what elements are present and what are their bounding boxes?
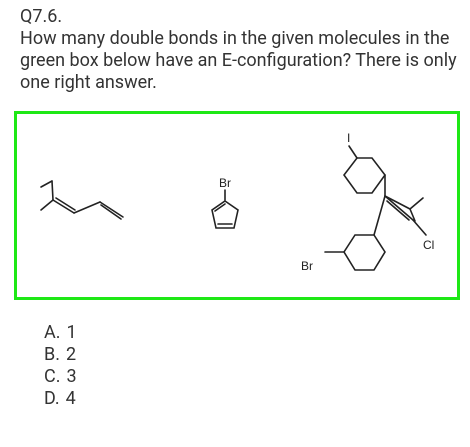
molecules-drawing (17, 114, 457, 297)
molecule-bromocyclopentadiene (212, 176, 238, 228)
option-b[interactable] (44, 344, 77, 366)
answer-options (44, 322, 77, 410)
question-number: Q7.6. (20, 6, 63, 27)
option-value: 4 (65, 388, 76, 409)
option-letter: C. (44, 366, 61, 387)
option-letter: A. (44, 322, 61, 343)
option-c[interactable] (44, 366, 77, 388)
option-value: 3 (66, 366, 77, 387)
molecule-substituted-alkene (301, 131, 434, 273)
option-letter: D. (44, 388, 60, 409)
atom-label-br-cyclohexyl: Br (301, 259, 313, 273)
option-d[interactable] (44, 388, 77, 410)
question-text: How many double bonds in the given molecules in the green box below have an E-configuration? There is only one right answer. (20, 28, 457, 93)
option-value: 2 (65, 344, 77, 365)
molecule-figure-box (14, 111, 460, 300)
option-letter: B. (44, 344, 60, 365)
atom-label-i: I (347, 131, 351, 145)
option-a[interactable] (44, 322, 77, 344)
atom-label-br: Br (219, 176, 231, 190)
atom-label-cl: Cl (423, 238, 435, 252)
molecule-diene (41, 181, 123, 219)
option-value: 1 (66, 322, 77, 343)
